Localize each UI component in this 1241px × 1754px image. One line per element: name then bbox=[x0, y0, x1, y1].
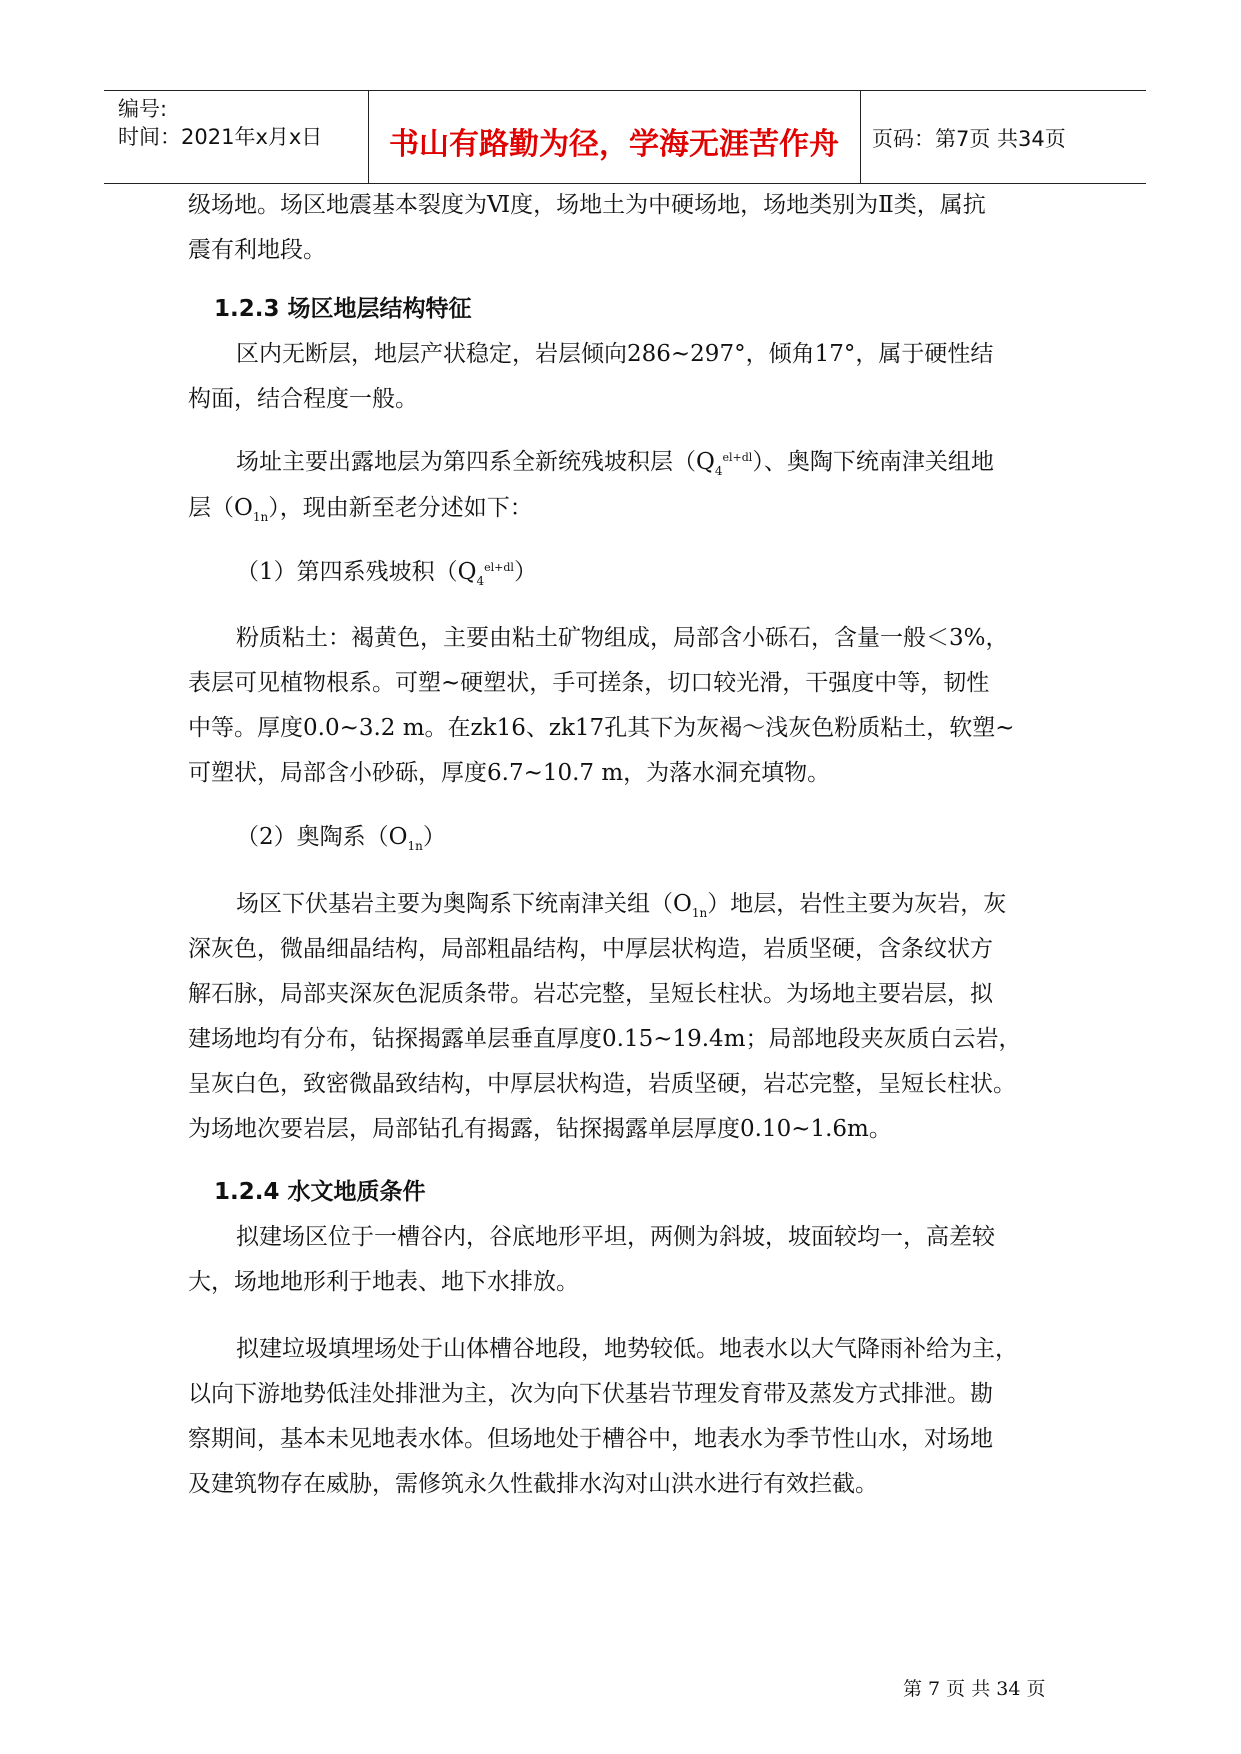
motto-text: 书山有路勤为径，学海无涯苦作舟 bbox=[389, 127, 839, 162]
text-run: ）地层，岩性主要为灰岩，灰 bbox=[707, 891, 1007, 917]
superscript: el+dl bbox=[722, 451, 753, 464]
header-right-cell bbox=[860, 91, 1146, 183]
paragraph-line bbox=[236, 443, 994, 478]
paragraph-line: 深灰色，微晶细晶结构，局部粗晶结构，中厚层状构造，岩质坚硬，含条纹状方 bbox=[188, 936, 993, 962]
page-number-label: 页码：第7页 共34页 bbox=[872, 127, 1066, 151]
paragraph-line: 解石脉，局部夹深灰色泥质条带。岩芯完整，呈短长柱状。为场地主要岩层，拟 bbox=[188, 981, 993, 1007]
list-item-2 bbox=[236, 818, 446, 853]
serial-label: 编号: bbox=[118, 97, 168, 121]
text-run: ） bbox=[513, 559, 537, 585]
paragraph-line: 级场地。场区地震基本裂度为Ⅵ度，场地土为中硬场地，场地类别为Ⅱ类，属抗 bbox=[188, 192, 986, 218]
text-run: 场区下伏基岩主要为奥陶系下统南津关组（O bbox=[236, 891, 692, 917]
text-run: ） bbox=[422, 824, 446, 850]
header-left-cell bbox=[104, 91, 369, 183]
subscript: 4 bbox=[714, 464, 723, 478]
paragraph-line: 呈灰白色，致密微晶致结构，中厚层状构造，岩质坚硬，岩芯完整，呈短长柱状。 bbox=[188, 1071, 1016, 1097]
page-header bbox=[104, 90, 1146, 184]
paragraph-line bbox=[188, 489, 533, 524]
paragraph-line: 建场地均有分布，钻探揭露单层垂直厚度0.15~19.4m；局部地段夹灰质白云岩， bbox=[188, 1026, 1022, 1052]
paragraph-line: 表层可见植物根系。可塑~硬塑状，手可搓条，切口较光滑，干强度中等，韧性 bbox=[188, 670, 990, 696]
text-run: 场址主要出露地层为第四系全新统残坡积层（Q bbox=[236, 449, 715, 475]
subscript: 4 bbox=[476, 574, 485, 588]
paragraph-line: 区内无断层，地层产状稳定，岩层倾向286~297°，倾角17°，属于硬性结 bbox=[236, 341, 994, 367]
paragraph-line: 粉质粘土：褐黄色，主要由粘土矿物组成，局部含小砾石，含量一般＜3%， bbox=[236, 625, 1009, 651]
section-heading-1-2-3: 1.2.3 场区地层结构特征 bbox=[214, 296, 472, 322]
paragraph-line: 为场地次要岩层，局部钻孔有揭露，钻探揭露单层厚度0.10~1.6m。 bbox=[188, 1116, 892, 1142]
text-run: （1）第四系残坡积（Q bbox=[236, 559, 477, 585]
section-heading-1-2-4: 1.2.4 水文地质条件 bbox=[214, 1179, 426, 1205]
paragraph-line: 震有利地段。 bbox=[188, 237, 326, 263]
page-footer: 第 7 页 共 34 页 bbox=[903, 1678, 1046, 1700]
paragraph-line: 大，场地地形利于地表、地下水排放。 bbox=[188, 1269, 579, 1295]
subscript: 1n bbox=[691, 906, 708, 920]
superscript: el+dl bbox=[484, 561, 514, 574]
paragraph-line: 中等。厚度0.0~3.2 m。在zk16、zk17孔其下为灰褐～浅灰色粉质粘土，软塑~ bbox=[188, 715, 1015, 741]
paragraph-line: 及建筑物存在威胁，需修筑永久性截排水沟对山洪水进行有效拦截。 bbox=[188, 1471, 878, 1497]
text-run: （2）奥陶系（O bbox=[236, 824, 408, 850]
text-run: 层（O bbox=[188, 495, 253, 521]
text-run: ）、奥陶下统南津关组地 bbox=[752, 449, 994, 475]
paragraph-line bbox=[236, 885, 1006, 920]
text-run: ），现由新至老分述如下： bbox=[268, 495, 533, 521]
paragraph-line: 拟建垃圾填埋场处于山体槽谷地段，地势较低。地表水以大气降雨补给为主， bbox=[236, 1336, 1018, 1362]
paragraph-line: 以向下游地势低洼处排泄为主，次为向下伏基岩节理发育带及蒸发方式排泄。勘 bbox=[188, 1381, 993, 1407]
paragraph-line: 可塑状，局部含小砂砾，厚度6.7~10.7 m，为落水洞充填物。 bbox=[188, 760, 831, 786]
paragraph-line: 构面，结合程度一般。 bbox=[188, 386, 418, 412]
subscript: 1n bbox=[407, 839, 423, 853]
paragraph-line: 察期间，基本未见地表水体。但场地处于槽谷中，地表水为季节性山水，对场地 bbox=[188, 1426, 993, 1452]
date-label: 时间：2021年x月x日 bbox=[118, 125, 323, 149]
paragraph-line: 拟建场区位于一槽谷内，谷底地形平坦，两侧为斜坡，坡面较均一，高差较 bbox=[236, 1224, 995, 1250]
subscript: 1n bbox=[252, 510, 269, 524]
list-item-1 bbox=[236, 553, 537, 588]
header-motto-cell bbox=[368, 91, 861, 183]
